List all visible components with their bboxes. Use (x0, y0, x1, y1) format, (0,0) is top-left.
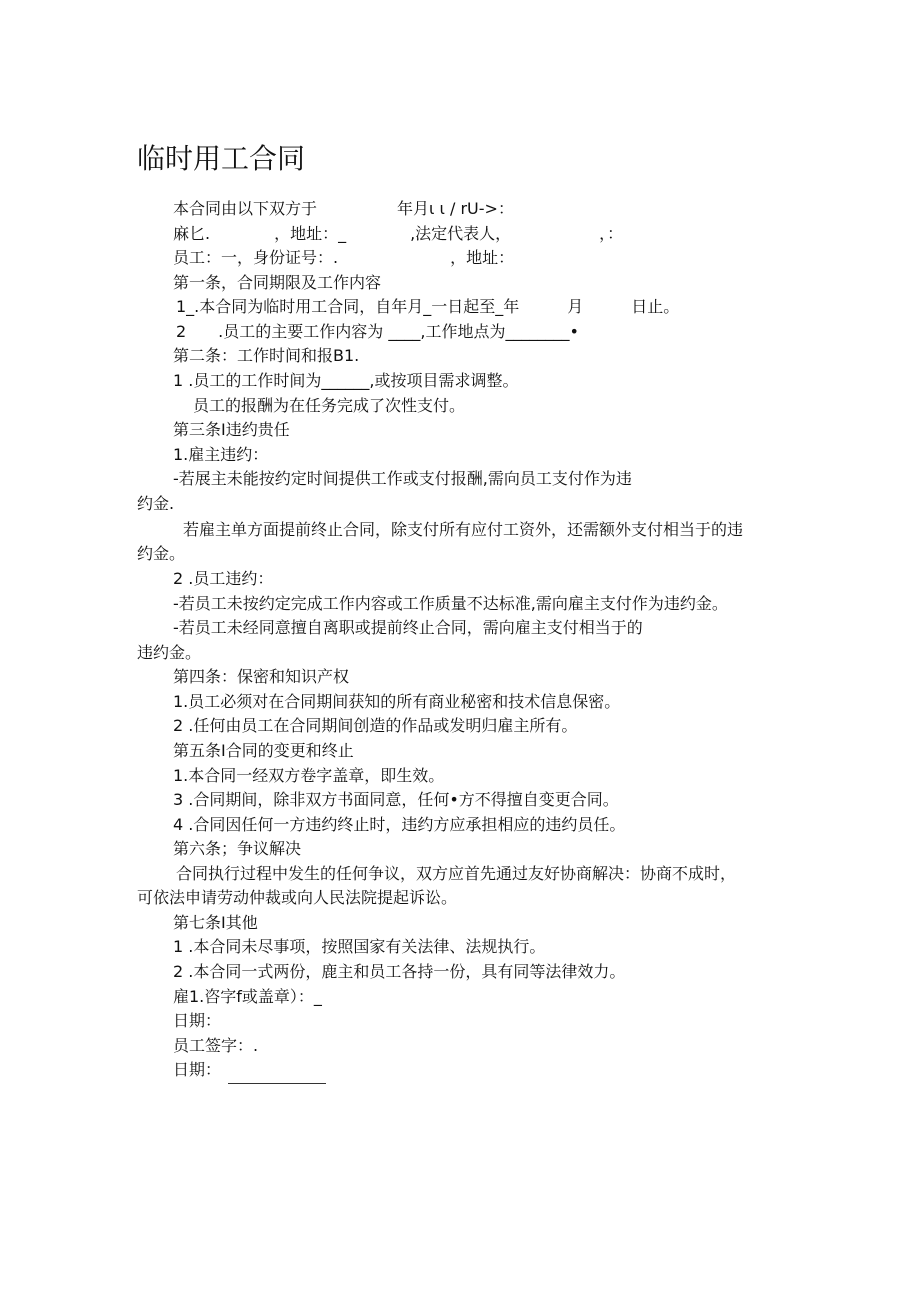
preamble-line: 本合同由以下双方于 年月ι ι / rU->： (173, 199, 514, 218)
article-2-heading: 第二条：工作时间和报B1. (173, 346, 360, 365)
article-2-item-2: 员工的报酬为在任务完成了次性支付。 (193, 396, 466, 415)
article-4-heading: 第四条：保密和知识产权 (173, 667, 350, 686)
article-5-item-3: 3 .合同期间，除非双方书面同意，任何•方不得擅自变更合同。 (173, 790, 619, 809)
article-6-body-cont: 可依法申请劳动仲裁或向人民法院提起诉讼。 (137, 888, 458, 907)
article-1-item-1: 1_.本合同为临时用工合同，自年月_一日起至_年 月 日止。 (176, 297, 680, 316)
article-4-item-1: 1.员工必须对在合同期间获知的所有商业秘密和技术信息保密。 (173, 692, 621, 711)
article-3-item-2-clause-2: -若员工未经同意擅自离职或提前终止合同，需向雇主支付相当于的 (173, 618, 643, 637)
article-3-heading: 第三条I违约贵任 (173, 420, 290, 439)
article-5-heading: 第五条I合同的变更和终止 (173, 741, 354, 760)
article-3-item-1-clause-2-cont: 约金。 (137, 544, 186, 563)
article-3-item-2: 2 .员工违约： (173, 569, 274, 588)
article-2-item-1: 1 .员工的工作时间为______,或按项目需求调整。 (173, 371, 519, 390)
article-5-item-1: 1.本合同一经双方卷字盖章，即生效。 (173, 766, 445, 785)
article-3-item-2-clause-1: -若员工未按约定完成工作内容或工作质量不达标准,需向雇主支付作为违约金。 (173, 594, 728, 613)
article-5-item-4: 4 .合同因任何一方违约终止时，违约方应承担相应的违约员任。 (173, 815, 626, 834)
article-3-item-1-clause-2: 若雇主单方面提前终止合同，除支付所有应付工资外，还需额外支付相当于的违 (183, 520, 744, 539)
article-6-heading: 第六条；争议解决 (173, 839, 302, 858)
article-1-item-2: 2 .员工的主要工作内容为 ____,工作地点为________• (176, 322, 579, 341)
employee-signature: 员工签字：. (173, 1036, 259, 1055)
employer-line: 麻匕. ，地址：_ ,法定代表人， ，： (173, 224, 624, 243)
article-3-item-1-clause-1-cont: 约金. (137, 494, 175, 513)
article-3-item-1: 1.雇主违约： (173, 445, 269, 464)
article-3-item-1-clause-1: -若展主未能按约定时间提供工作或支付报酬,需向员工支付作为违 (173, 469, 632, 488)
employer-signature: 雇1.咨字f或盖章）：_ (173, 987, 322, 1006)
article-7-item-2: 2 .本合同一式两份，鹿主和员工各持一份，具有同等法律效力。 (173, 962, 626, 981)
document-title: 临时用工合同 (137, 142, 306, 175)
article-1-heading: 第一条，合同期限及工作内容 (173, 273, 382, 292)
article-7-item-1: 1 .本合同未尽事项，按照国家有关法律、法规执行。 (173, 937, 546, 956)
article-4-item-2: 2 .任何由员工在合同期间创造的作品或发明归雇主所有。 (173, 716, 578, 735)
employee-date-underline (228, 1083, 326, 1084)
employee-line: 员工：一，身份证号：. ，地址： (173, 248, 515, 267)
article-6-body: 合同执行过程中发生的任何争议，双方应首先通过友好协商解决：协商不成时， (176, 864, 737, 883)
article-7-heading: 第七条I其他 (173, 913, 258, 932)
employer-date: 日期： (173, 1011, 222, 1030)
employee-date: 日期： (173, 1060, 222, 1079)
article-3-item-2-clause-2-cont: 违约金。 (137, 643, 202, 662)
